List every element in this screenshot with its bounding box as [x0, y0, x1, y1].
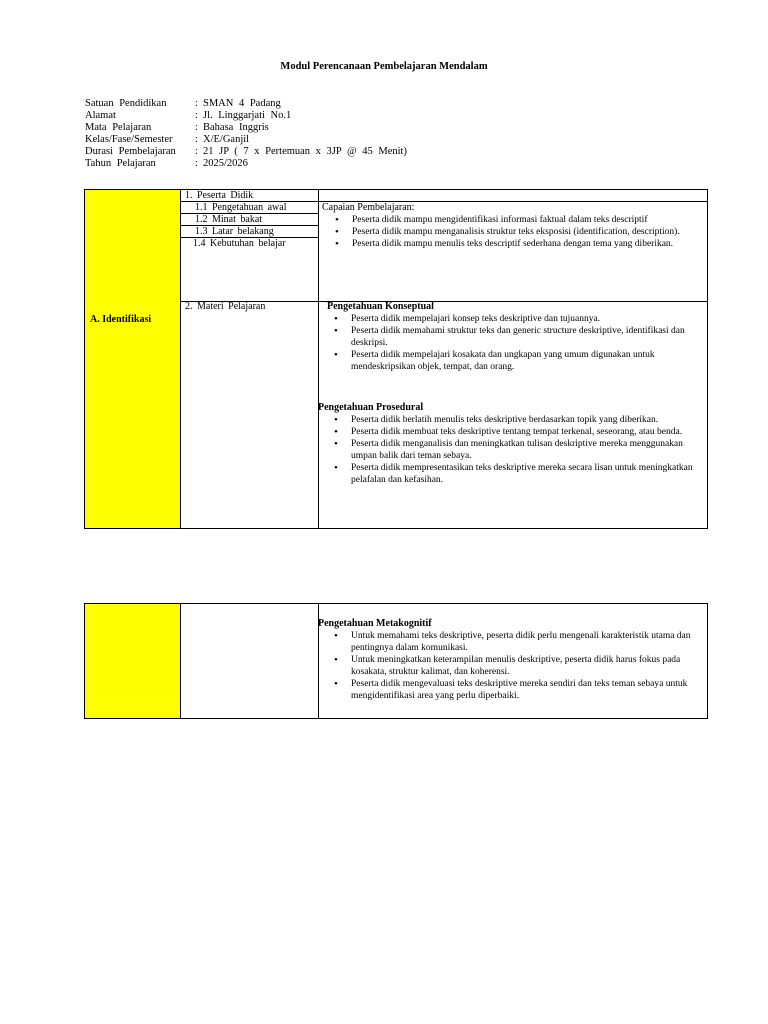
- konseptual-list: [327, 313, 703, 373]
- list-item: • Peserta didik memahami struktur teks dan generic structure deskriptive, identifikasi dan deskripsi.: [351, 325, 703, 349]
- list-item: • Peserta didik mempelajari kosakata dan ungkapan yang umum digunakan untuk mendeskripsikan objek, tempat, dan orang.: [351, 349, 703, 373]
- list-item: • Peserta didik berlatih menulis teks deskriptive berdasarkan topik yang diberikan.: [351, 414, 703, 426]
- list-item: • Peserta didik membuat teks deskriptive tentang tempat terkenal, seseorang, atau benda.: [351, 426, 703, 438]
- info-value: Jl. Linggarjati No.1: [203, 110, 292, 121]
- section-label-cell: [85, 190, 181, 528]
- list-item: • Peserta didik mengevaluasi teks deskriptive mereka sendiri dan teks teman sebaya untuk mengidentifikasi area yang perlu diperbaiki.: [351, 678, 703, 702]
- page-title: Modul Perencanaan Pembelajaran Mendalam: [280, 61, 488, 72]
- list-item: • Untuk meningkatkan keterampilan menulis deskriptive, peserta didik harus fokus pada kosakata, struktur kalimat, dan koherensi.: [351, 654, 703, 678]
- list-item: • Peserta didik mampu menulis teks descriptif sederhana dengan tema yang diberikan.: [352, 238, 703, 250]
- info-colon: :: [195, 110, 198, 121]
- info-colon: :: [195, 98, 198, 109]
- sub-item-minat-bakat: 1.2 Minat bakat: [181, 214, 318, 226]
- peserta-didik-heading: 1. Peserta Didik: [181, 190, 318, 202]
- sub-item-kebutuhan-belajar: 1.4 Kebutuhan belajar: [193, 238, 286, 249]
- list-item: • Peserta didik menganalisis dan meningkatkan tulisan deskriptive mereka menggunakan umpan balik dari teman sebaya.: [351, 438, 703, 462]
- info-value: Bahasa Inggris: [203, 122, 269, 133]
- info-label: Tahun Pelajaran: [85, 158, 156, 169]
- sub-item-latar-belakang: 1.3 Latar belakang: [181, 226, 318, 238]
- section-label-cell: [85, 604, 181, 718]
- info-value: X/E/Ganjil: [203, 134, 250, 145]
- metakognitif-list: [318, 630, 703, 702]
- info-colon: :: [195, 122, 198, 133]
- list-item: • Peserta didik mempelajari konsep teks deskriptive dan tujuannya.: [351, 313, 703, 325]
- konseptual-cell: [327, 301, 703, 373]
- info-row-alamat: [85, 110, 407, 122]
- prosedural-cell: [318, 402, 703, 486]
- info-label: Kelas/Fase/Semester: [85, 134, 173, 145]
- info-value: 2025/2026: [203, 158, 248, 169]
- capaian-cell: [322, 202, 703, 250]
- info-label: Satuan Pendidikan: [85, 98, 167, 109]
- section-label: A. Identifikasi: [90, 314, 152, 325]
- metakognitif-heading: Pengetahuan Metakognitif: [318, 618, 432, 629]
- info-colon: :: [195, 146, 198, 157]
- list-item: • Untuk memahami teks deskriptive, peserta didik perlu mengenali karakteristik utama dan pentingnya dalam komunikasi.: [351, 630, 703, 654]
- list-item: • Peserta didik mempresentasikan teks deskriptive mereka secara lisan untuk meningkatkan pelafalan dan kefasihan.: [351, 462, 703, 486]
- metakognitif-table: [84, 603, 708, 719]
- info-row-tahun: [85, 158, 407, 170]
- info-row-durasi: [85, 146, 407, 158]
- capaian-heading: Capaian Pembelajaran:: [322, 202, 415, 213]
- materi-cell: [181, 301, 318, 313]
- konseptual-heading: Pengetahuan Konseptual: [327, 301, 434, 312]
- metakognitif-cell: [318, 618, 703, 702]
- prosedural-heading: Pengetahuan Prosedural: [318, 402, 424, 413]
- info-label: Mata Pelajaran: [85, 122, 152, 133]
- peserta-didik-cell: [181, 190, 318, 250]
- info-label: Alamat: [85, 110, 116, 121]
- list-item: • Peserta didik mampu menganalisis struktur teks eksposisi (identification, description).: [352, 226, 703, 238]
- list-item: • Peserta didik mampu mengidentifikasi informasi faktual dalam teks descriptif: [352, 214, 703, 226]
- info-colon: :: [195, 158, 198, 169]
- info-row-satuan: [85, 98, 407, 110]
- info-colon: :: [195, 134, 198, 145]
- info-value: 21 JP ( 7 x Pertemuan x 3JP @ 45 Menit): [203, 146, 407, 157]
- info-label: Durasi Pembelajaran: [85, 146, 176, 157]
- info-row-mapel: [85, 122, 407, 134]
- materi-label: 2. Materi Pelajaran: [185, 301, 266, 312]
- info-row-kelas: [85, 134, 407, 146]
- info-value: SMAN 4 Padang: [203, 98, 281, 109]
- prosedural-list: [318, 414, 703, 486]
- identifikasi-table: [84, 189, 708, 529]
- capaian-list: [322, 214, 703, 250]
- identity-info: [85, 98, 407, 170]
- sub-item-pengetahuan-awal: 1.1 Pengetahuan awal: [181, 202, 318, 214]
